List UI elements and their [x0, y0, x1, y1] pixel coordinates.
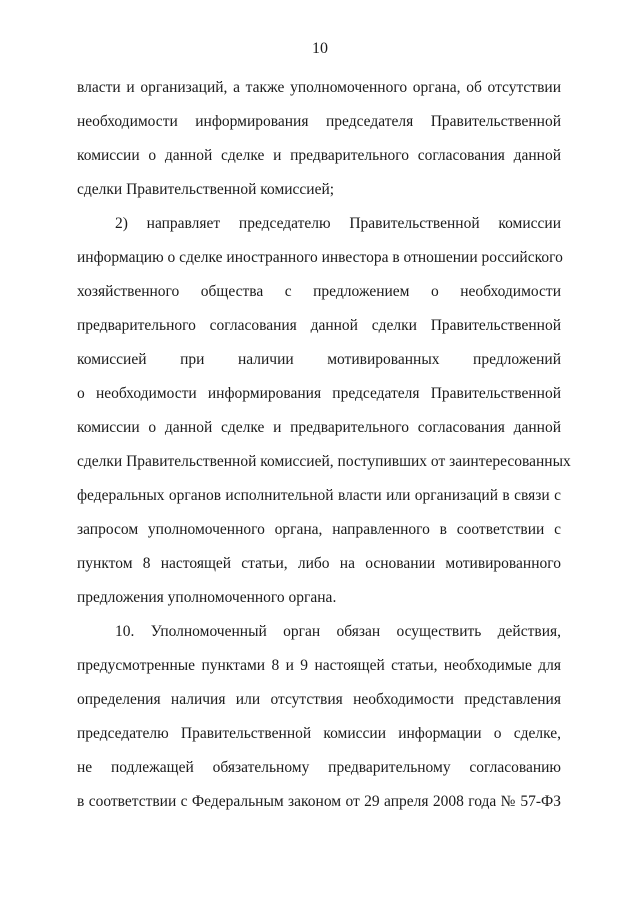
text-line: предусмотренные пунктами 8 и 9 настоящей статьи, необходимые для	[77, 657, 561, 674]
text-line: комиссией при наличии мотивированных предложений	[77, 351, 561, 368]
text-line: в соответствии с Федеральным законом от 29 апреля 2008 года № 57-ФЗ	[77, 793, 561, 810]
page-number: 10	[312, 40, 328, 57]
text-line: информацию о сделке иностранного инвестора в отношении российского	[77, 249, 563, 266]
text-line: хозяйственного общества с предложением о необходимости	[77, 283, 561, 300]
text-line: федеральных органов исполнительной власти или организаций в связи с	[77, 487, 561, 504]
text-line: председателю Правительственной комиссии информации о сделке,	[77, 725, 561, 742]
text-line: предложения уполномоченного органа.	[77, 589, 337, 606]
document-body	[77, 71, 571, 819]
text-line: власти и организаций, а также уполномоченного органа, об отсутствии	[77, 79, 561, 96]
text-line: пунктом 8 настоящей статьи, либо на основании мотивированного	[77, 555, 561, 572]
text-line: о необходимости информирования председателя Правительственной	[77, 385, 561, 402]
text-line: запросом уполномоченного органа, направленного в соответствии с	[77, 521, 561, 538]
text-line: комиссии о данной сделке и предварительного согласования данной	[77, 147, 561, 164]
text-line: сделки Правительственной комиссией;	[77, 181, 335, 198]
text-line: необходимости информирования председателя Правительственной	[77, 113, 561, 130]
text-line: не подлежащей обязательному предварительному согласованию	[77, 759, 561, 776]
text-line: комиссии о данной сделке и предварительного согласования данной	[77, 419, 561, 436]
text-line: 10. Уполномоченный орган обязан осуществить действия,	[115, 623, 561, 640]
text-line: сделки Правительственной комиссией, поступивших от заинтересованных	[77, 453, 571, 470]
text-line: 2) направляет председателю Правительственной комиссии	[115, 215, 561, 232]
text-line: определения наличия или отсутствия необходимости представления	[77, 691, 561, 708]
text-line: предварительного согласования данной сделки Правительственной	[77, 317, 561, 334]
